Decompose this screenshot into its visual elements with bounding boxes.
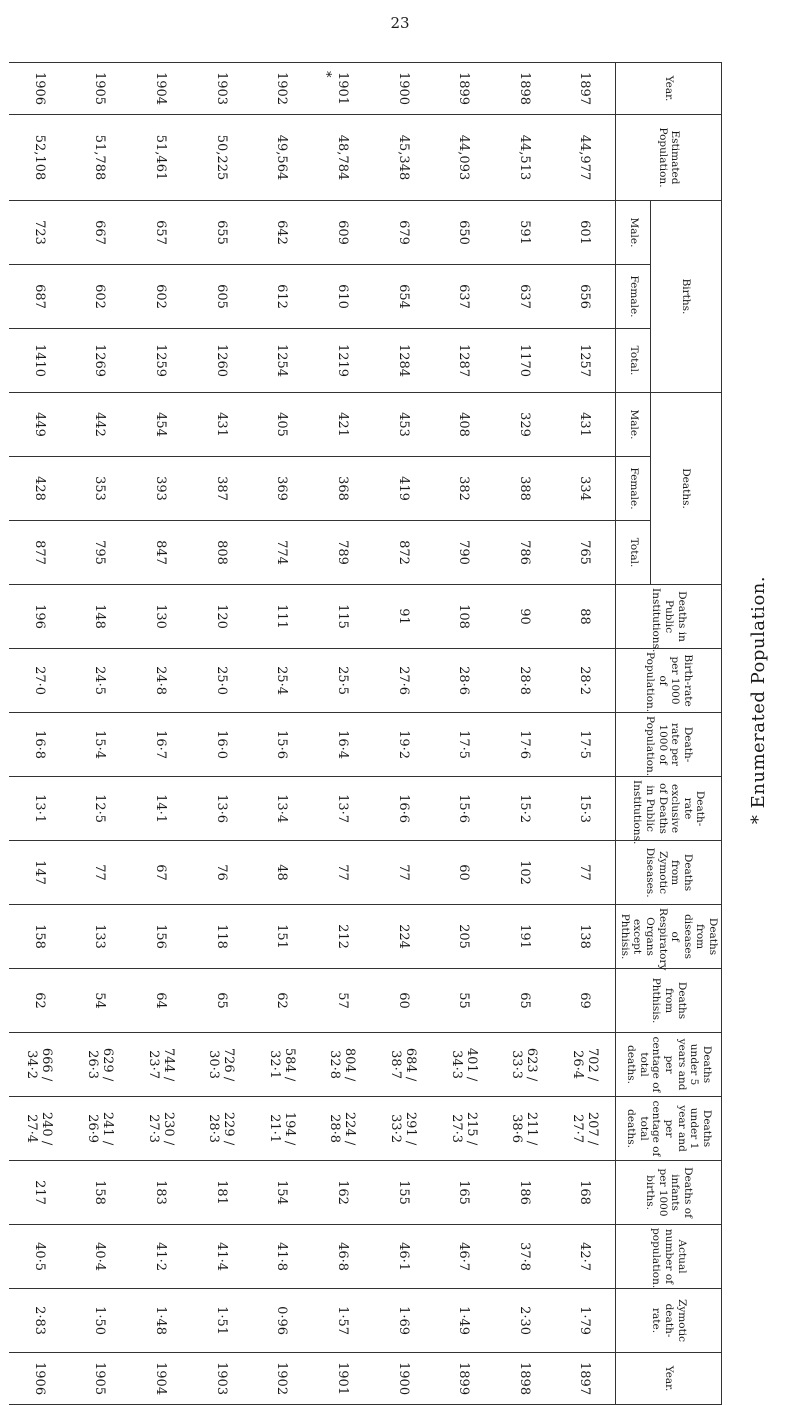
cell-year-text: 1902 [274, 71, 290, 106]
cell-u5: 684 / 38·7 [373, 1033, 434, 1097]
cell-u5: 666 / 34·2 [9, 1033, 70, 1097]
cell-pop: 52,108 [9, 115, 70, 201]
enumerated-star: * [317, 71, 333, 78]
cell-dt: 774 [251, 521, 312, 585]
cell-br: 25·5 [312, 649, 373, 713]
cell-dp: 54 [70, 969, 131, 1033]
cell-bt: 1259 [130, 329, 191, 393]
cell-dre: 15·3 [555, 777, 616, 841]
cell-dre: 14·1 [130, 777, 191, 841]
cell-dm: 329 [494, 393, 555, 457]
cell-anp: 40·4 [70, 1225, 131, 1289]
cell-inf: 154 [251, 1161, 312, 1225]
cell-dz: 147 [9, 841, 70, 905]
cell-drs: 156 [130, 905, 191, 969]
cell-zr: 0·96 [251, 1289, 312, 1353]
cell-u1: 241 / 26·9 [70, 1097, 131, 1161]
cell-drs: 151 [251, 905, 312, 969]
cell-bt: 1170 [494, 329, 555, 393]
cell-year [433, 63, 494, 115]
cell-year_end: 1898 [494, 1353, 555, 1405]
cell-dre: 15·2 [494, 777, 555, 841]
header-deaths-public-institutions: Deaths in Public Institutions. [616, 585, 722, 649]
cell-anp: 41·2 [130, 1225, 191, 1289]
header-deaths-male: Male. [616, 393, 651, 457]
cell-bm: 655 [191, 201, 252, 265]
cell-u5: 629 / 26·3 [70, 1033, 131, 1097]
cell-dpi: 111 [251, 585, 312, 649]
cell-dre: 13·4 [251, 777, 312, 841]
cell-bf: 612 [251, 265, 312, 329]
cell-year-text: 1903 [213, 71, 229, 106]
header-births-male: Male. [616, 201, 651, 265]
cell-pop: 51,461 [130, 115, 191, 201]
cell-year_end: 1905 [70, 1353, 131, 1405]
cell-drs: 133 [70, 905, 131, 969]
cell-dr: 17·6 [494, 713, 555, 777]
cell-br: 27·0 [9, 649, 70, 713]
cell-zr: 1·79 [555, 1289, 616, 1353]
cell-anp: 46·1 [373, 1225, 434, 1289]
header-birth-rate: Birth-rate per 1000 of Population. [616, 649, 722, 713]
cell-df: 334 [555, 457, 616, 521]
table-row [555, 63, 616, 1405]
cell-zr: 1·57 [312, 1289, 373, 1353]
cell-dpi: 91 [373, 585, 434, 649]
cell-pop: 44,977 [555, 115, 616, 201]
vital-statistics-table [9, 62, 722, 1405]
cell-u5: 584 / 32·1 [251, 1033, 312, 1097]
cell-year_end: 1901 [312, 1353, 373, 1405]
cell-dz: 48 [251, 841, 312, 905]
cell-anp: 41·4 [191, 1225, 252, 1289]
cell-dt: 847 [130, 521, 191, 585]
cell-year_end: 1903 [191, 1353, 252, 1405]
cell-dt: 872 [373, 521, 434, 585]
cell-year [312, 63, 373, 115]
cell-dr: 17·5 [433, 713, 494, 777]
cell-dre: 13·6 [191, 777, 252, 841]
cell-dre: 16·6 [373, 777, 434, 841]
cell-year-text: 1906 [31, 71, 47, 106]
cell-bm: 667 [70, 201, 131, 265]
cell-bf: 656 [555, 265, 616, 329]
cell-bf: 637 [494, 265, 555, 329]
page-number: 23 [390, 14, 410, 32]
cell-bm: 650 [433, 201, 494, 265]
table-row [70, 63, 131, 1405]
statistics-table-rotated [24, 62, 722, 1396]
cell-year-text: 1905 [92, 71, 108, 106]
cell-dm: 454 [130, 393, 191, 457]
cell-year_end: 1899 [433, 1353, 494, 1405]
cell-inf: 181 [191, 1161, 252, 1225]
cell-dpi: 108 [433, 585, 494, 649]
cell-dt: 877 [9, 521, 70, 585]
cell-dpi: 130 [130, 585, 191, 649]
cell-inf: 155 [373, 1161, 434, 1225]
cell-bt: 1254 [251, 329, 312, 393]
table-row [373, 63, 434, 1405]
cell-bf: 654 [373, 265, 434, 329]
cell-df: 428 [9, 457, 70, 521]
cell-inf: 165 [433, 1161, 494, 1225]
cell-dz: 77 [312, 841, 373, 905]
cell-u1: 240 / 27·4 [9, 1097, 70, 1161]
cell-bm: 657 [130, 201, 191, 265]
cell-bt: 1257 [555, 329, 616, 393]
cell-dre: 13·7 [312, 777, 373, 841]
cell-u1: 215 / 27·3 [433, 1097, 494, 1161]
cell-br: 28·2 [555, 649, 616, 713]
cell-dz: 102 [494, 841, 555, 905]
header-death-rate-excl: Death-rate exclusive of Deaths in Public Institutions. [616, 777, 722, 841]
cell-inf: 158 [70, 1161, 131, 1225]
table-row [130, 63, 191, 1405]
cell-bf: 602 [70, 265, 131, 329]
cell-dz: 77 [70, 841, 131, 905]
cell-dm: 442 [70, 393, 131, 457]
cell-drs: 138 [555, 905, 616, 969]
cell-u5: 623 / 33·3 [494, 1033, 555, 1097]
header-actual-population: Actual number of population. [616, 1225, 722, 1289]
cell-pop: 51,788 [70, 115, 131, 201]
cell-dr: 16·8 [9, 713, 70, 777]
cell-u1: 207 / 27·7 [555, 1097, 616, 1161]
table-row [433, 63, 494, 1405]
cell-dpi: 148 [70, 585, 131, 649]
cell-dp: 69 [555, 969, 616, 1033]
cell-dm: 431 [555, 393, 616, 457]
cell-drs: 118 [191, 905, 252, 969]
cell-drs: 224 [373, 905, 434, 969]
cell-br: 27·6 [373, 649, 434, 713]
cell-pop: 48,784 [312, 115, 373, 201]
header-births-group: Births. [651, 201, 722, 393]
cell-bm: 609 [312, 201, 373, 265]
header-births-total: Total. [616, 329, 651, 393]
header-death-rate: Death-rate per 1000 of Population. [616, 713, 722, 777]
cell-dz: 77 [555, 841, 616, 905]
cell-br: 25·4 [251, 649, 312, 713]
header-year: Year. [616, 63, 722, 115]
cell-dt: 765 [555, 521, 616, 585]
cell-inf: 162 [312, 1161, 373, 1225]
cell-dre: 12·5 [70, 777, 131, 841]
cell-dm: 405 [251, 393, 312, 457]
cell-df: 369 [251, 457, 312, 521]
table-row [312, 63, 373, 1405]
cell-year_end: 1906 [9, 1353, 70, 1405]
cell-dz: 76 [191, 841, 252, 905]
cell-dpi: 90 [494, 585, 555, 649]
cell-year-text: 1900 [395, 71, 411, 106]
cell-inf: 217 [9, 1161, 70, 1225]
cell-bt: 1287 [433, 329, 494, 393]
cell-bm: 679 [373, 201, 434, 265]
cell-year [130, 63, 191, 115]
cell-dpi: 196 [9, 585, 70, 649]
cell-drs: 158 [9, 905, 70, 969]
cell-year [191, 63, 252, 115]
cell-br: 24·5 [70, 649, 131, 713]
cell-year [555, 63, 616, 115]
cell-bf: 637 [433, 265, 494, 329]
cell-year [70, 63, 131, 115]
cell-u1: 194 / 21·1 [251, 1097, 312, 1161]
cell-zr: 2·30 [494, 1289, 555, 1353]
cell-u1: 230 / 27·3 [130, 1097, 191, 1161]
cell-dr: 17·5 [555, 713, 616, 777]
cell-year-text: 1901 [334, 71, 350, 106]
cell-anp: 40·5 [9, 1225, 70, 1289]
header-deaths-under-1: Deaths under 1 year and per centage of total deaths. [616, 1097, 722, 1161]
cell-dp: 65 [494, 969, 555, 1033]
table-row [9, 63, 70, 1405]
cell-u5: 702 / 26·4 [555, 1033, 616, 1097]
cell-zr: 1·50 [70, 1289, 131, 1353]
cell-df: 393 [130, 457, 191, 521]
cell-dp: 62 [9, 969, 70, 1033]
cell-zr: 1·51 [191, 1289, 252, 1353]
cell-dr: 15·4 [70, 713, 131, 777]
cell-br: 25·0 [191, 649, 252, 713]
cell-u5: 804 / 32·8 [312, 1033, 373, 1097]
cell-drs: 212 [312, 905, 373, 969]
cell-br: 28·8 [494, 649, 555, 713]
cell-dre: 15·6 [433, 777, 494, 841]
cell-bf: 687 [9, 265, 70, 329]
cell-anp: 42·7 [555, 1225, 616, 1289]
cell-dz: 60 [433, 841, 494, 905]
cell-dre: 13·1 [9, 777, 70, 841]
cell-drs: 205 [433, 905, 494, 969]
header-deaths-infants: Deaths of infants per 1000 births. [616, 1161, 722, 1225]
header-deaths-group: Deaths. [651, 393, 722, 585]
cell-df: 382 [433, 457, 494, 521]
cell-dp: 55 [433, 969, 494, 1033]
cell-pop: 45,348 [373, 115, 434, 201]
header-year-end: Year. [616, 1353, 722, 1405]
cell-dpi: 115 [312, 585, 373, 649]
cell-bm: 642 [251, 201, 312, 265]
cell-bt: 1269 [70, 329, 131, 393]
cell-bt: 1219 [312, 329, 373, 393]
cell-drs: 191 [494, 905, 555, 969]
cell-dr: 16·7 [130, 713, 191, 777]
cell-year [251, 63, 312, 115]
cell-year_end: 1897 [555, 1353, 616, 1405]
cell-dp: 60 [373, 969, 434, 1033]
cell-bt: 1284 [373, 329, 434, 393]
cell-bt: 1260 [191, 329, 252, 393]
cell-br: 24·8 [130, 649, 191, 713]
cell-bm: 591 [494, 201, 555, 265]
cell-u5: 401 / 34·3 [433, 1033, 494, 1097]
cell-u1: 291 / 33·2 [373, 1097, 434, 1161]
cell-bf: 605 [191, 265, 252, 329]
cell-pop: 49,564 [251, 115, 312, 201]
cell-dp: 64 [130, 969, 191, 1033]
cell-year_end: 1900 [373, 1353, 434, 1405]
cell-year [494, 63, 555, 115]
cell-u5: 744 / 23·7 [130, 1033, 191, 1097]
table-row [191, 63, 252, 1405]
cell-dpi: 120 [191, 585, 252, 649]
cell-dz: 77 [373, 841, 434, 905]
cell-year-text: 1898 [516, 71, 532, 106]
cell-bt: 1410 [9, 329, 70, 393]
cell-dm: 431 [191, 393, 252, 457]
cell-pop: 44,093 [433, 115, 494, 201]
cell-dr: 16·4 [312, 713, 373, 777]
cell-zr: 2·83 [9, 1289, 70, 1353]
cell-anp: 46·8 [312, 1225, 373, 1289]
cell-u1: 229 / 28·3 [191, 1097, 252, 1161]
footnote-enumerated-population: * Enumerated Population. [748, 575, 769, 825]
cell-dr: 15·6 [251, 713, 312, 777]
cell-dr: 16·0 [191, 713, 252, 777]
cell-dt: 795 [70, 521, 131, 585]
cell-anp: 46·7 [433, 1225, 494, 1289]
cell-bm: 723 [9, 201, 70, 265]
cell-anp: 37·8 [494, 1225, 555, 1289]
cell-dpi: 88 [555, 585, 616, 649]
cell-dp: 65 [191, 969, 252, 1033]
cell-pop: 44,513 [494, 115, 555, 201]
cell-anp: 41·8 [251, 1225, 312, 1289]
table-body [9, 63, 616, 1405]
cell-df: 387 [191, 457, 252, 521]
cell-dp: 57 [312, 969, 373, 1033]
cell-br: 28·6 [433, 649, 494, 713]
cell-year_end: 1904 [130, 1353, 191, 1405]
header-zymotic-rate: Zymotic death-rate. [616, 1289, 722, 1353]
cell-year-text: 1897 [577, 71, 593, 106]
cell-df: 368 [312, 457, 373, 521]
cell-dz: 67 [130, 841, 191, 905]
cell-u5: 726 / 30·3 [191, 1033, 252, 1097]
header-deaths-zymotic: Deaths from Zymotic Diseases. [616, 841, 722, 905]
cell-year-text: 1899 [456, 71, 472, 106]
cell-dr: 19·2 [373, 713, 434, 777]
cell-pop: 50,225 [191, 115, 252, 201]
header-deaths-female: Female. [616, 457, 651, 521]
cell-inf: 183 [130, 1161, 191, 1225]
cell-dt: 786 [494, 521, 555, 585]
header-estimated-population: Estimated Population. [616, 115, 722, 201]
cell-dm: 408 [433, 393, 494, 457]
cell-bf: 610 [312, 265, 373, 329]
cell-year_end: 1902 [251, 1353, 312, 1405]
header-deaths-total: Total. [616, 521, 651, 585]
cell-u1: 224 / 28·8 [312, 1097, 373, 1161]
cell-inf: 168 [555, 1161, 616, 1225]
cell-dt: 808 [191, 521, 252, 585]
cell-dt: 790 [433, 521, 494, 585]
cell-df: 353 [70, 457, 131, 521]
cell-dt: 789 [312, 521, 373, 585]
cell-dp: 62 [251, 969, 312, 1033]
header-deaths-respiratory: Deaths from diseases of Respiratory Organs except Phthisis. [616, 905, 722, 969]
header-deaths-under-5: Deaths under 5 years and per centage of total deaths. [616, 1033, 722, 1097]
header-births-female: Female. [616, 265, 651, 329]
cell-bm: 601 [555, 201, 616, 265]
table-row [494, 63, 555, 1405]
cell-zr: 1·49 [433, 1289, 494, 1353]
header-deaths-phthisis: Deaths from Phthisis. [616, 969, 722, 1033]
cell-bf: 602 [130, 265, 191, 329]
cell-u1: 211 / 38·6 [494, 1097, 555, 1161]
cell-year [373, 63, 434, 115]
cell-dm: 421 [312, 393, 373, 457]
cell-inf: 186 [494, 1161, 555, 1225]
cell-zr: 1·48 [130, 1289, 191, 1353]
cell-dm: 453 [373, 393, 434, 457]
cell-dm: 449 [9, 393, 70, 457]
cell-df: 388 [494, 457, 555, 521]
cell-year [9, 63, 70, 115]
table-row [251, 63, 312, 1405]
cell-zr: 1·69 [373, 1289, 434, 1353]
cell-year-text: 1904 [153, 71, 169, 106]
cell-df: 419 [373, 457, 434, 521]
